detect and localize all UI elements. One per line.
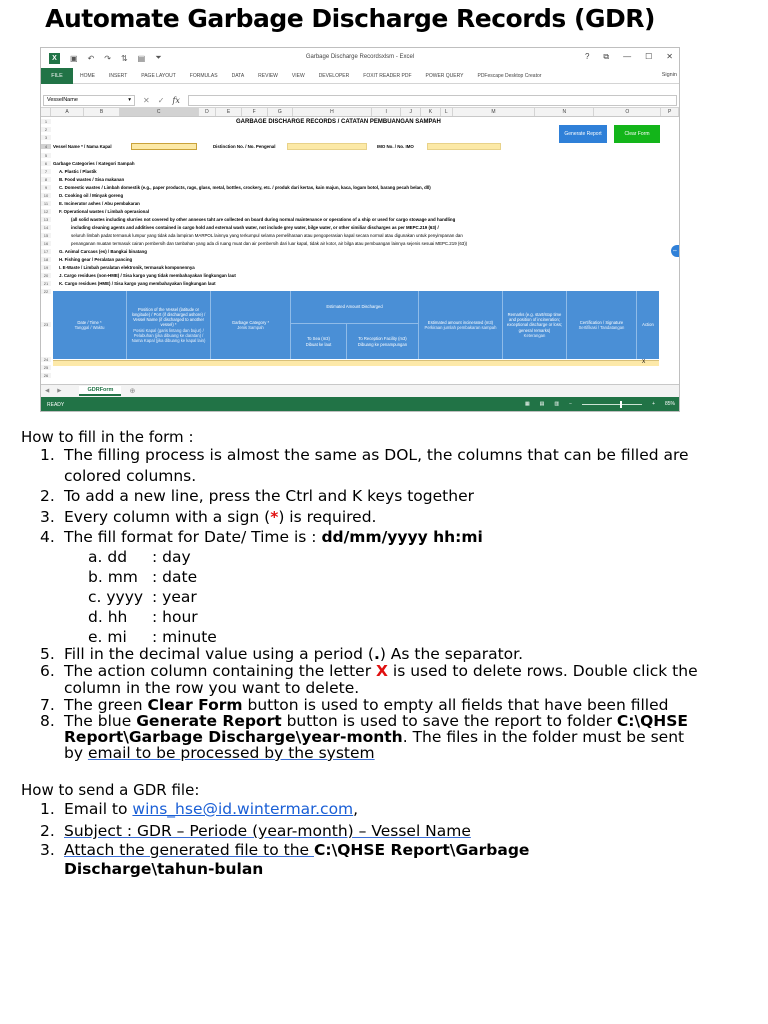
tab-formulas[interactable]: FORMULAS (189, 72, 218, 79)
prev-sheet-icon[interactable]: ◀ (45, 388, 50, 394)
row-header[interactable]: 26 (41, 373, 51, 378)
expand-side-icon[interactable]: ⇔ (671, 245, 679, 257)
sheet-tabs-bar (41, 384, 680, 397)
row-header[interactable]: 3 (41, 135, 51, 140)
tab-foxit[interactable]: FOXIT READER PDF (363, 72, 412, 79)
row-header[interactable]: 15 (41, 233, 51, 238)
ribbon-tabs (41, 68, 679, 84)
enter-icon[interactable]: ✓ (157, 95, 165, 105)
status-text: READY (47, 402, 65, 408)
tab-review[interactable]: REVIEW (258, 72, 278, 79)
zoom-level: 85% (664, 401, 675, 407)
header-to-sea: To Sea (m3) Dibuat ke laut (291, 323, 347, 359)
row-header[interactable]: 10 (41, 193, 51, 198)
email-process-link[interactable]: email to be processed by the system (87, 744, 375, 762)
page-break-view-icon[interactable]: ▥ (554, 401, 560, 407)
tab-page-layout[interactable]: PAGE LAYOUT (141, 72, 176, 79)
row-header[interactable]: 6 (41, 161, 51, 166)
row-header[interactable]: 5 (41, 153, 51, 158)
send-title: How to send a GDR file: (21, 781, 200, 799)
normal-view-icon[interactable]: ▦ (524, 401, 530, 407)
tab-file[interactable]: FILE (41, 68, 73, 84)
column-header[interactable]: L (441, 108, 453, 116)
category-item: I. E-Waste / Limbah peralatan elektronik, termasuk komponennya (59, 265, 195, 270)
tab-pdfescape[interactable]: PDFescape Desktop Creator (477, 72, 542, 79)
header-to-reception: To Reception Facility (m3) Dibuang ke penampungan (347, 323, 419, 359)
row-header[interactable]: 20 (41, 273, 51, 278)
category-item: F. Operational wastes / Limbah operasional (59, 209, 150, 214)
row-header[interactable]: 9 (41, 185, 51, 190)
row-header[interactable]: 12 (41, 209, 51, 214)
row-header[interactable]: 17 (41, 249, 51, 254)
category-item: K. Cargo residues (HME) / Sisa kargo yang membahayakan lingkungan laut (59, 281, 216, 286)
category-item: E. Incinerator ashes / Abu pembakaran (59, 201, 140, 206)
row-header[interactable]: 4 (41, 144, 51, 149)
category-item: A. Plastic / Plastik (59, 169, 97, 174)
imo-label: IMO No. / No. IMO (377, 144, 414, 149)
category-item: B. Food wastes / Sisa makanan (59, 177, 125, 182)
header-remarks: Remarks (e.g. start/stop time and position of incineration; exceptional discharge or loss; general remarks) Keterangan (503, 291, 567, 359)
category-note: penanganan muatan termasuk cairan pembersih dan tambahan yang ada di ruang muat dan air pembersih dari luar kapal, tidak air kotor, air bilga atau pembuangan lainnya sejenis sesuai MEPC.219 (63)) (71, 241, 468, 246)
instructions-title: How to fill in the form : (21, 428, 194, 446)
sheet-title: GARBAGE DISCHARGE RECORDS / CATATAN PEMBUANGAN SAMPAH (236, 119, 441, 125)
formula-bar (41, 93, 679, 108)
tab-home[interactable]: HOME (80, 72, 95, 79)
row-header[interactable]: 25 (41, 365, 51, 370)
column-header[interactable]: F (242, 108, 268, 116)
customize-icon[interactable]: ⏷ (155, 53, 162, 62)
column-header[interactable]: I (372, 108, 402, 116)
row-header[interactable]: 13 (41, 217, 51, 222)
imo-input[interactable] (427, 143, 501, 150)
row-header[interactable]: 1 (41, 119, 51, 124)
row-header[interactable]: 22 (41, 289, 51, 294)
format-item: c. yyyy : year (88, 588, 197, 606)
clear-form-button[interactable]: Clear Form (614, 125, 660, 143)
header-action: Action (642, 322, 654, 328)
page-layout-view-icon[interactable]: ▤ (539, 401, 545, 407)
row-header[interactable]: 18 (41, 257, 51, 262)
email-link[interactable]: wins_hse@id.wintermar.com (132, 800, 354, 818)
column-header[interactable]: E (216, 108, 242, 116)
tab-view[interactable]: VIEW (291, 72, 305, 79)
excel-logo-icon: X (49, 53, 60, 64)
page-title: Automate Garbage Discharge Records (GDR) (45, 4, 655, 33)
records-table-header (53, 291, 659, 359)
window-title: Garbage Discharge Recordsxlsm - Excel (305, 54, 415, 60)
format-item: d. hh : hour (88, 608, 198, 626)
column-header[interactable]: H (293, 108, 372, 116)
cancel-icon[interactable]: ✕ (143, 95, 150, 105)
minimize-icon[interactable]: — (623, 52, 632, 61)
delete-row-x[interactable]: X (642, 359, 646, 365)
column-header[interactable]: D (199, 108, 217, 116)
row-header[interactable]: 2 (41, 127, 51, 132)
header-date: Date / Time * Tanggal / Waktu (53, 291, 127, 359)
name-box-value: VesselName (47, 97, 78, 103)
column-header[interactable]: N (535, 108, 594, 116)
preview-icon[interactable]: ▤ (137, 53, 146, 63)
help-icon[interactable]: ? (584, 52, 590, 61)
function-icon[interactable]: fx (172, 95, 180, 105)
maximize-icon[interactable]: ☐ (645, 52, 653, 61)
status-bar (41, 397, 680, 412)
row-header[interactable]: 23 (41, 322, 51, 327)
tab-insert[interactable]: INSERT (109, 72, 128, 79)
quick-access-toolbar (41, 53, 162, 64)
category-note: including cleaning agents and additives contained in cargo hold and external wash water, not include grey water, bilge water, or other similiar discharges as per MEPC.219 (63) / (71, 225, 439, 230)
chevron-down-icon[interactable]: ▾ (128, 97, 131, 103)
add-sheet-icon[interactable]: ⊕ (129, 388, 136, 395)
close-icon[interactable]: ✕ (666, 52, 673, 61)
column-header[interactable]: A (51, 108, 84, 116)
tab-power-query[interactable]: POWER QUERY (425, 72, 464, 79)
category-item: H. Fishing gear / Peralatan pancing (59, 257, 133, 262)
vessel-name-input[interactable] (131, 143, 197, 150)
next-sheet-icon[interactable]: ▶ (57, 388, 62, 394)
sort-icon[interactable]: ⇅ (120, 53, 128, 63)
column-header[interactable]: G (268, 108, 294, 116)
column-header[interactable]: P (661, 108, 679, 116)
column-header[interactable]: M (453, 108, 536, 116)
name-box[interactable] (43, 95, 135, 106)
select-all-corner[interactable] (41, 108, 51, 116)
row-header[interactable]: 19 (41, 265, 51, 270)
row-header[interactable]: 8 (41, 177, 51, 182)
category-item: J. Cargo residues (non-HME) / Sisa kargo yang tidak membahayakan lingkungan laut (59, 273, 236, 278)
header-estimated: Estimated Amount Discharged (291, 291, 419, 323)
column-header[interactable]: O (594, 108, 661, 116)
sign-in-link[interactable]: Signin (661, 72, 677, 78)
row-header[interactable]: 7 (41, 169, 51, 174)
column-header[interactable]: K (421, 108, 441, 116)
row-header[interactable]: 24 (41, 357, 51, 362)
header-position: Position of the Vessel (latitude or longitude) / Port (if discharged ashore) / Vessel Name (if discharged to another vessel) * Posisi Kapal (garis lintang dan bujur) / Pelabuhan (jika dibuang ke daratan) / Nama Kapal (jika dibuang ke kapal lain) (127, 291, 211, 359)
format-item: a. dd : day (88, 548, 191, 566)
restore-ribbon-icon[interactable]: ⧉ (603, 52, 610, 61)
undo-icon[interactable]: ↶ (87, 53, 95, 63)
generate-report-button[interactable]: Generate Report (559, 125, 607, 143)
category-item: G. Animal Carcass (es) / Bangkai binatang (59, 249, 147, 254)
column-header[interactable]: C (120, 108, 199, 116)
category-item: D. Cooking oil / Minyak goreng (59, 193, 124, 198)
header-certification: Certification / Signature Sertifikasi / Tandatangan (567, 291, 637, 359)
formula-input[interactable] (188, 95, 677, 106)
format-item: b. mm : date (88, 568, 198, 586)
header-category: Garbage Category * Jenis Sampah (211, 291, 291, 359)
zoom-slider[interactable] (582, 404, 642, 405)
zoom-out-icon[interactable]: − (569, 401, 573, 407)
excel-window (40, 47, 680, 412)
tab-data[interactable]: DATA (231, 72, 245, 79)
sheet-tab-gdrform[interactable]: GDRForm (79, 386, 121, 396)
category-item: C. Domestic wastes / Limbah domestik (e.g., paper products, rags, glass, metal, bottles, crockery, etc. / produk dari kertas, kain majun, kaca, logam botol, barang pecah belan, dll) (59, 185, 431, 190)
row-header[interactable]: 21 (41, 281, 51, 286)
categories-title: Garbage Categories / Kategori Sampah (53, 161, 135, 166)
format-item: e. mi : minute (88, 628, 217, 646)
tab-developer[interactable]: DEVELOPER (318, 72, 350, 79)
zoom-in-icon[interactable]: + (652, 401, 655, 407)
sheet-grid[interactable] (41, 117, 679, 388)
distinction-input[interactable] (287, 143, 367, 150)
row-header[interactable]: 16 (41, 241, 51, 246)
distinction-label: Distinction No. / No. Pengenal (213, 144, 276, 149)
column-headers (41, 108, 679, 117)
vessel-name-label: Vessel Name * / Nama Kapal (53, 144, 112, 149)
header-incinerated: Estimated amount incinerated (m3) Perkiraan jumlah pembakaran sampah (419, 291, 503, 359)
column-header[interactable]: J (401, 108, 421, 116)
redo-icon[interactable]: ↷ (104, 53, 111, 63)
title-bar (41, 48, 679, 68)
save-icon[interactable]: ▣ (70, 53, 78, 63)
data-row[interactable] (53, 360, 659, 366)
category-note: seluruh limbah padat termasuk lumpur yang tidak ada lampiran MARPOL lainnya yang terkumpul selama pemeliharaan atau pengoperasian kapal secara normal atau digunakan untuk penyimpanan dan (71, 233, 463, 238)
category-note: (all solid wastes including slurries not covered by other annexes taht are collected on board during normal maintenance or operations of a ship or used for cargo stowage and handling (71, 217, 456, 222)
row-header[interactable]: 11 (41, 201, 51, 206)
column-header[interactable]: B (84, 108, 119, 116)
window-controls (585, 52, 673, 62)
row-header[interactable]: 14 (41, 225, 51, 230)
